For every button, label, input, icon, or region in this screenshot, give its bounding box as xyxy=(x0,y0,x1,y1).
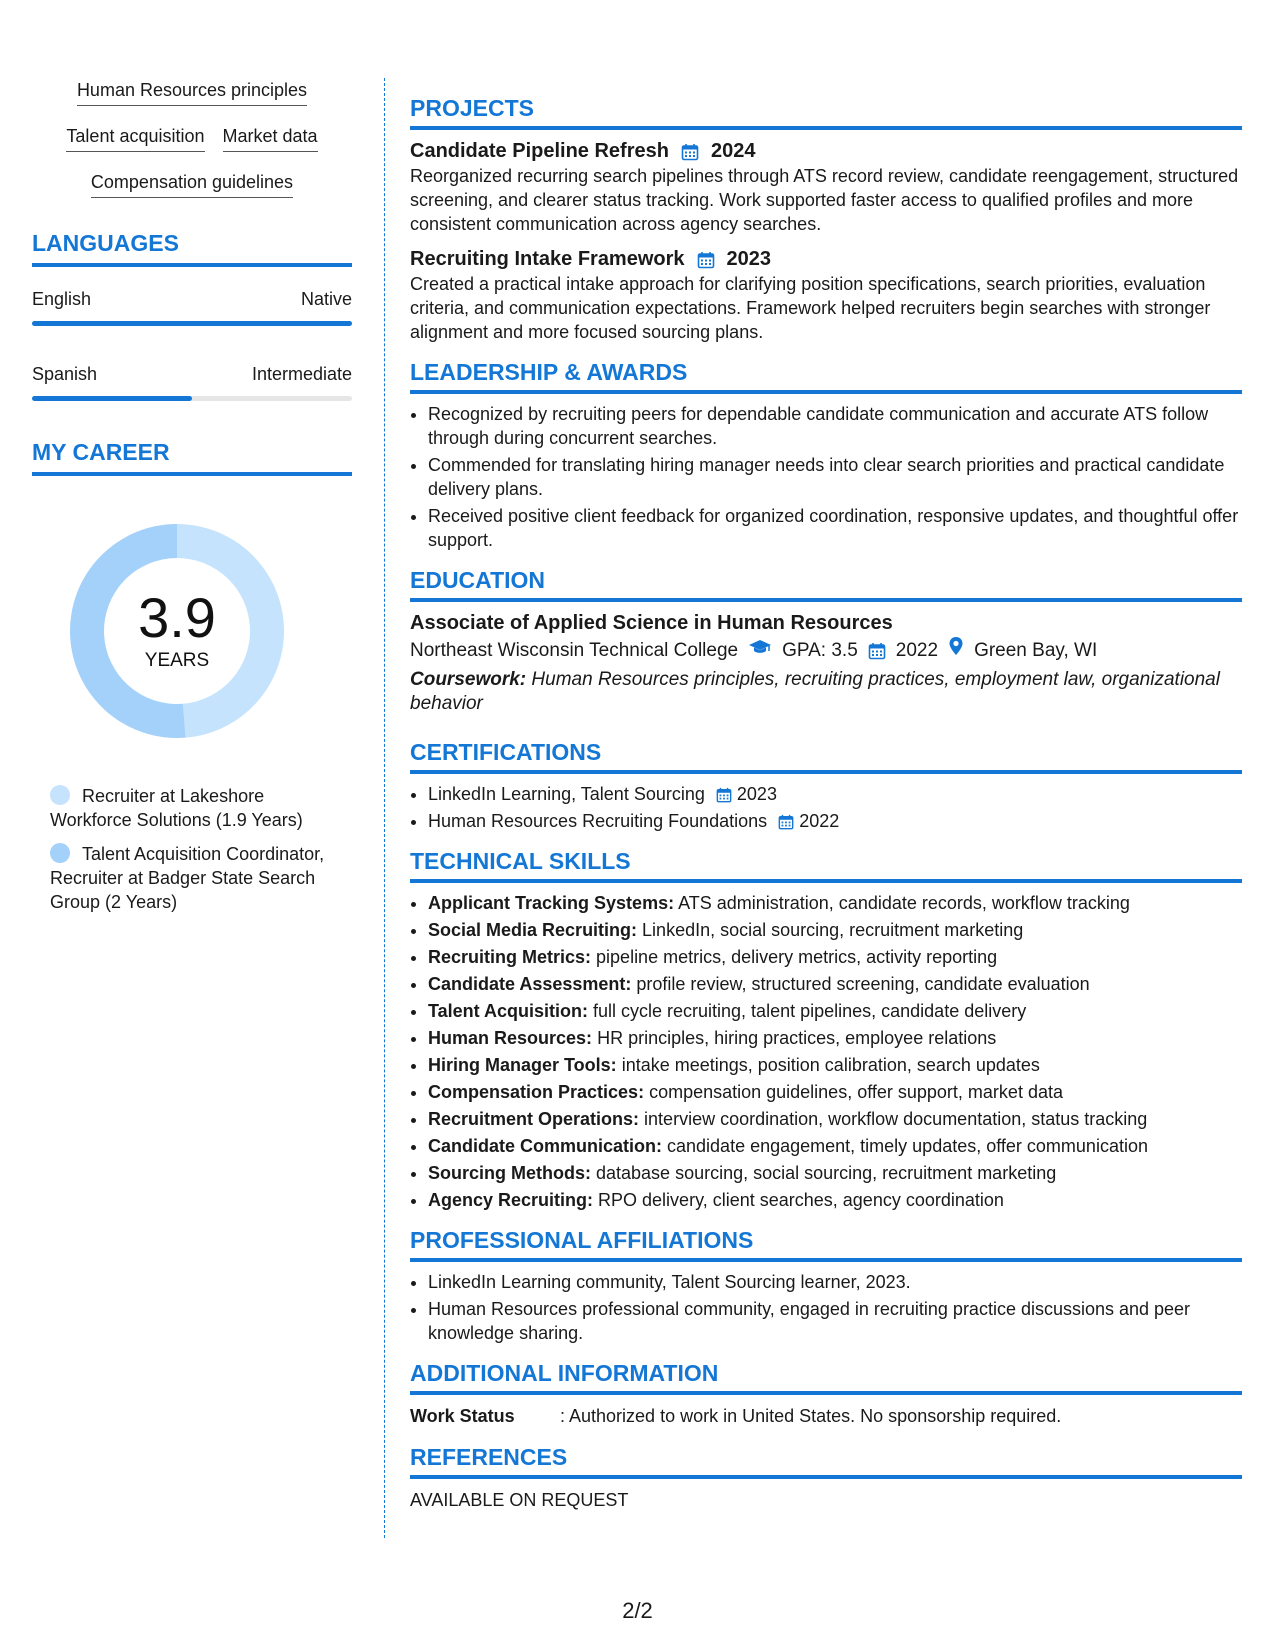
skill-label: Recruitment Operations: xyxy=(428,1109,640,1129)
projects-section xyxy=(410,94,1242,344)
skill-tag: Compensation guidelines xyxy=(91,172,293,198)
career-unit: YEARS xyxy=(144,650,210,671)
references-heading: REFERENCES xyxy=(410,1443,1242,1479)
skill-item xyxy=(428,972,1242,996)
skill-item xyxy=(428,1188,1242,1212)
skill-text: candidate engagement, timely updates, offer communication xyxy=(662,1136,1148,1156)
calendar-icon xyxy=(716,784,732,804)
language-item xyxy=(32,364,352,401)
career-section xyxy=(32,439,352,914)
language-bar-fill xyxy=(32,396,192,401)
project-description: Created a practical intake approach for clarifying position specifications, search priorities, evaluation criteria, and communication expectations. Framework helped recruiters begin searches with stronger alignment and more focused sourcing plans. xyxy=(410,274,1211,342)
skill-label: Talent Acquisition: xyxy=(428,1001,588,1021)
language-bar-fill xyxy=(32,321,352,326)
skill-text: HR principles, hiring practices, employee relations xyxy=(592,1028,997,1048)
project-year: 2024 xyxy=(710,140,756,162)
languages-section xyxy=(32,230,352,401)
language-bar xyxy=(32,321,352,326)
certification-item: • LinkedIn Learning, Talent Sourcing 2023 xyxy=(428,782,1242,806)
work-status-label: Work Status xyxy=(410,1406,515,1426)
list-item: • Commended for translating hiring manager needs into clear search priorities and practical candidate delivery plans. xyxy=(428,453,1242,501)
skill-label: Hiring Manager Tools: xyxy=(428,1055,617,1075)
languages-heading: LANGUAGES xyxy=(32,230,352,267)
skill-tag: Human Resources principles xyxy=(77,80,307,106)
references-section xyxy=(410,1443,1242,1513)
language-level: Native xyxy=(300,289,352,309)
skill-item xyxy=(428,999,1242,1023)
affiliations-section xyxy=(410,1226,1242,1345)
project-title: Recruiting Intake Framework xyxy=(410,248,685,270)
skill-label: Compensation Practices: xyxy=(428,1082,645,1102)
skill-item xyxy=(428,945,1242,969)
project-item xyxy=(410,246,1242,344)
list-item: • Received positive client feedback for organized coordination, responsive updates, and thoughtful offer support. xyxy=(428,504,1242,552)
graduation-year: 2022 xyxy=(895,640,939,661)
left-column xyxy=(32,80,352,924)
certifications-section xyxy=(410,738,1242,833)
skill-label: Candidate Assessment: xyxy=(428,974,632,994)
career-legend xyxy=(50,784,330,914)
skill-text: LinkedIn, social sourcing, recruitment marketing xyxy=(637,920,1024,940)
calendar-icon xyxy=(681,138,699,164)
references-text: AVAILABLE ON REQUEST xyxy=(410,1490,629,1510)
additional-section xyxy=(410,1359,1242,1429)
education-section xyxy=(410,566,1242,716)
calendar-icon xyxy=(778,811,794,831)
skill-item xyxy=(428,1080,1242,1104)
skill-text: database sourcing, social sourcing, recruitment marketing xyxy=(591,1163,1057,1183)
gpa: GPA: 3.5 xyxy=(782,640,858,661)
skill-label: Recruiting Metrics: xyxy=(428,947,592,967)
project-description: Reorganized recurring search pipelines through ATS record review, candidate reengagement, structured screening, and clearer status tracking. Work supported faster access to qualified profiles and more consistent communication across agency searches. xyxy=(410,166,1239,234)
career-item: Recruiter at Lakeshore Workforce Solutions (1.9 Years) xyxy=(50,786,303,830)
project-year: 2023 xyxy=(726,248,772,270)
skill-text: pipeline metrics, delivery metrics, activity reporting xyxy=(591,947,998,967)
skill-text: profile review, structured screening, candidate evaluation xyxy=(631,974,1090,994)
projects-heading: PROJECTS xyxy=(410,94,1242,130)
language-item xyxy=(32,289,352,326)
career-heading: MY CAREER xyxy=(32,439,352,476)
language-name: Spanish xyxy=(32,364,98,384)
project-title: Candidate Pipeline Refresh xyxy=(410,140,669,162)
list-item: • LinkedIn Learning community, Talent Sourcing learner, 2023. xyxy=(428,1270,1242,1294)
right-column xyxy=(410,94,1242,1527)
skill-item xyxy=(428,1107,1242,1131)
technical-skills-heading: TECHNICAL SKILLS xyxy=(410,847,1242,883)
skill-label: Human Resources: xyxy=(428,1028,593,1048)
coursework: Coursework: Human Resources principles, recruiting practices, employment law, organizational behavior xyxy=(410,669,1220,714)
legend-dot xyxy=(50,785,70,805)
degree-title: Associate of Applied Science in Human Resources xyxy=(410,612,893,634)
leadership-heading: LEADERSHIP & AWARDS xyxy=(410,358,1242,394)
language-level: Intermediate xyxy=(251,364,352,384)
calendar-icon xyxy=(868,636,886,666)
skill-tag: Market data xyxy=(223,126,318,152)
work-status-value: : Authorized to work in United States. No sponsorship required. xyxy=(560,1406,1062,1426)
skill-text: interview coordination, workflow documentation, status tracking xyxy=(639,1109,1148,1129)
certification-item: • Human Resources Recruiting Foundations 2022 xyxy=(428,809,1242,833)
career-item: Talent Acquisition Coordinator, Recruiter at Badger State Search Group (2 Years) xyxy=(50,844,325,912)
language-bar xyxy=(32,396,352,401)
graduation-cap-icon xyxy=(748,636,772,666)
skill-item xyxy=(428,1161,1242,1185)
school-location: Green Bay, WI xyxy=(974,640,1098,661)
skill-label: Applicant Tracking Systems: xyxy=(428,893,675,913)
skill-item xyxy=(428,918,1242,942)
skill-label: Social Media Recruiting: xyxy=(428,920,638,940)
skill-text: intake meetings, position calibration, search updates xyxy=(616,1055,1040,1075)
calendar-icon xyxy=(697,246,715,272)
skill-tag: Talent acquisition xyxy=(66,126,204,152)
skill-text: ATS administration, candidate records, workflow tracking xyxy=(674,893,1130,913)
leadership-section xyxy=(410,358,1242,552)
page-number: 2/2 xyxy=(622,1598,653,1623)
skill-item xyxy=(428,1053,1242,1077)
column-divider xyxy=(384,78,385,1538)
skill-text: RPO delivery, client searches, agency coordination xyxy=(593,1190,1004,1210)
skill-item xyxy=(428,891,1242,915)
skill-label: Agency Recruiting: xyxy=(428,1190,594,1210)
legend-dot xyxy=(50,843,70,863)
skill-label: Sourcing Methods: xyxy=(428,1163,591,1183)
skill-text: compensation guidelines, offer support, market data xyxy=(644,1082,1063,1102)
career-donut xyxy=(62,516,292,746)
skill-label: Candidate Communication: xyxy=(428,1136,663,1156)
location-pin-icon xyxy=(948,636,964,666)
skill-item xyxy=(428,1134,1242,1158)
project-item xyxy=(410,138,1242,236)
technical-skills-section xyxy=(410,847,1242,1212)
list-item: • Recognized by recruiting peers for dependable candidate communication and accurate ATS follow through during concurrent searches. xyxy=(428,402,1242,450)
additional-heading: ADDITIONAL INFORMATION xyxy=(410,1359,1242,1395)
skill-tags xyxy=(32,80,352,198)
skill-item xyxy=(428,1026,1242,1050)
skill-text: full cycle recruiting, talent pipelines, candidate delivery xyxy=(588,1001,1027,1021)
school-name: Northeast Wisconsin Technical College xyxy=(410,640,739,661)
education-heading: EDUCATION xyxy=(410,566,1242,602)
list-item: • Human Resources professional community, engaged in recruiting practice discussions and peer knowledge sharing. xyxy=(428,1297,1242,1345)
career-total: 3.9 xyxy=(138,586,216,649)
language-name: English xyxy=(32,289,92,309)
certifications-heading: CERTIFICATIONS xyxy=(410,738,1242,774)
affiliations-heading: PROFESSIONAL AFFILIATIONS xyxy=(410,1226,1242,1262)
